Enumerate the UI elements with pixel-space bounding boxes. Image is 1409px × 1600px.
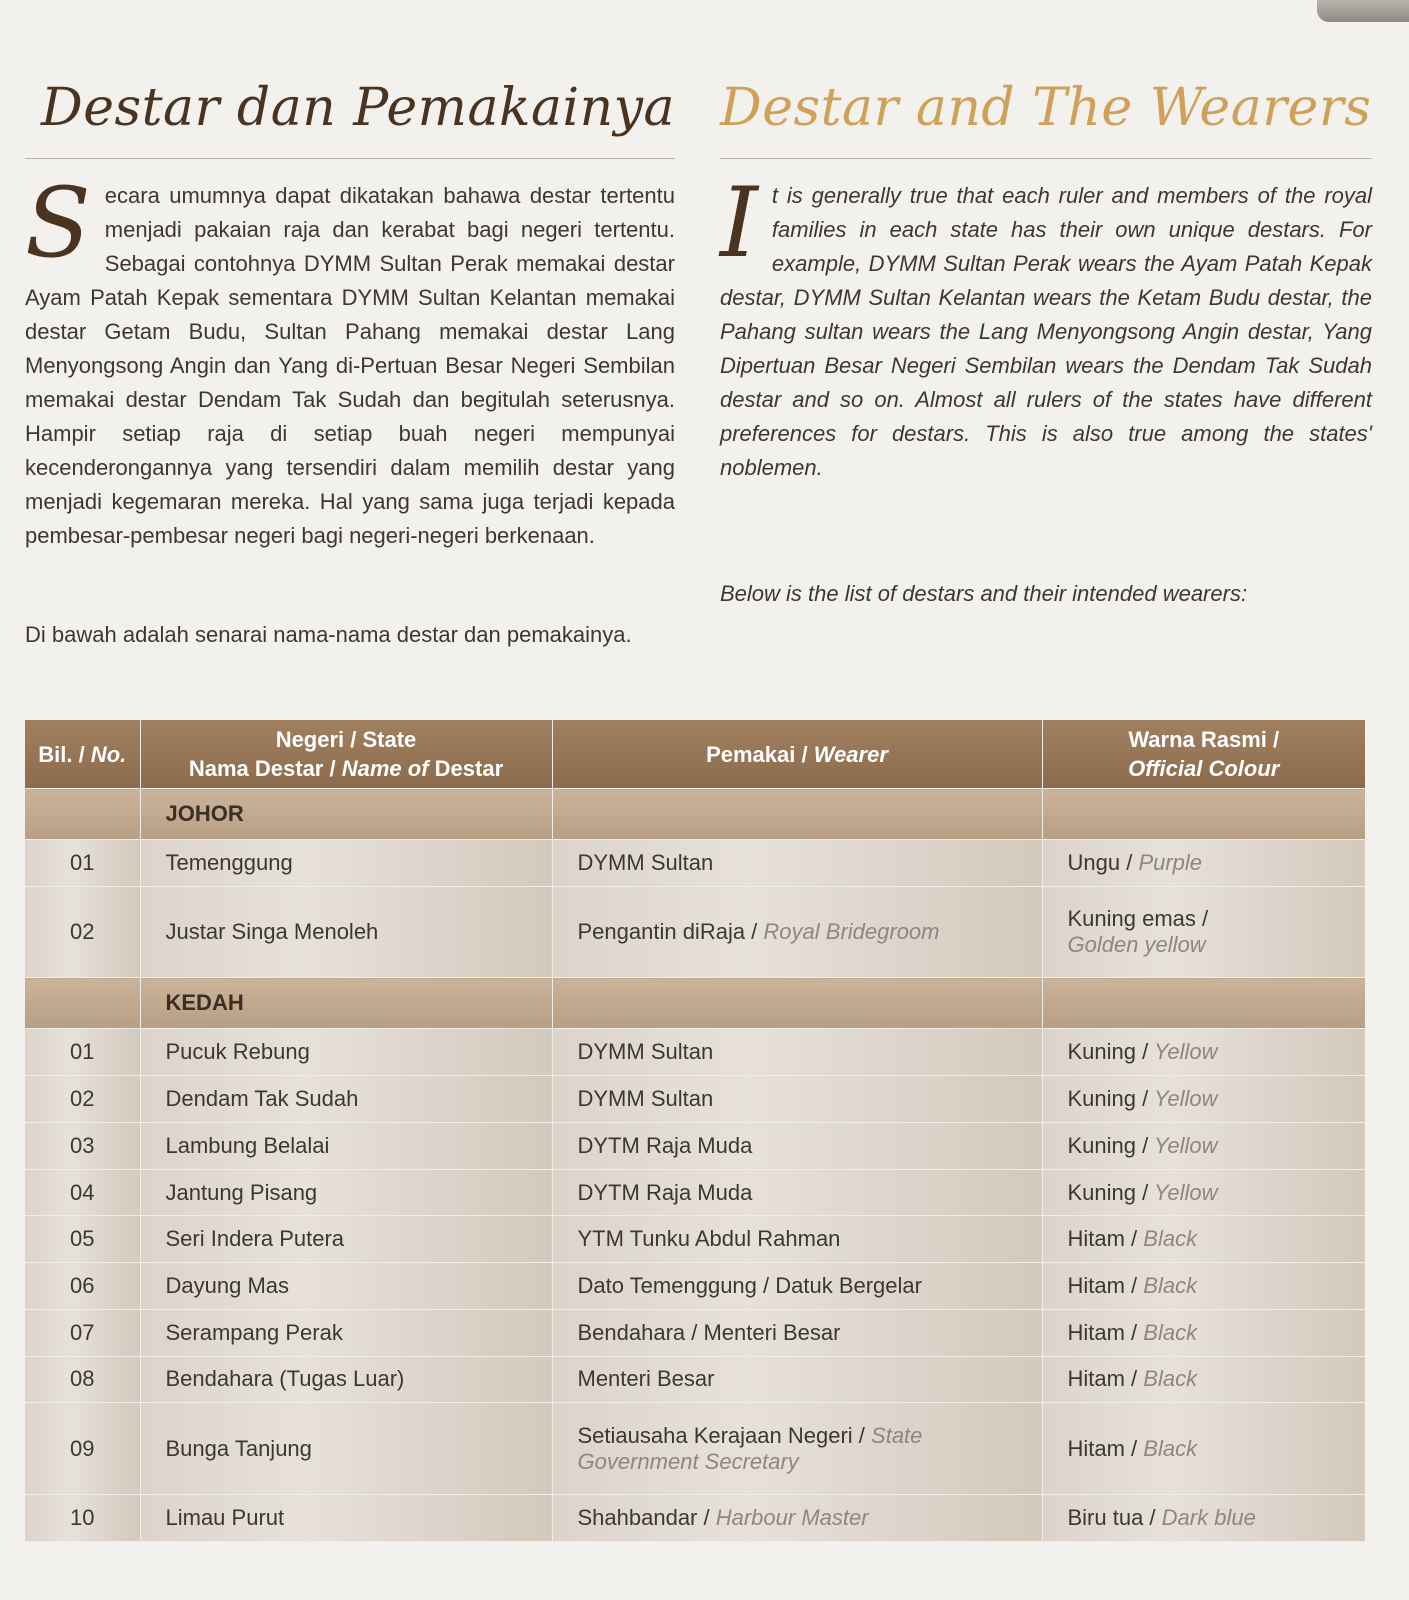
table-row: 03 Lambung Belalai DYTM Raja Muda Kuning / Yellow — [25, 1122, 1365, 1169]
intro-text-malay: ecara umumnya dapat dikatakan bahawa destar tertentu menjadi pakaian raja dan kerabat bagi negeri tertentu. Sebagai contohnya DYMM Sultan Perak memakai destar Ayam Patah Kepak sementara DYMM Sultan Kelantan memakai destar Getam Budu, Sultan Pahang memakai destar Lang Menyongsong Angin dan Yang di-Pertuan Besar Negeri Sembilan memakai destar Dendam Tak Sudah dan begitulah seterusnya. Hampir setiap raja di setiap buah negeri mempunyai kecenderongannya yang tersendiri dalam memilih destar yang menjadi kegemaran mereka. Hal yang sama juga terjadi kepada pembesar-pembesar negeri bagi negeri-negeri berkenaan. — [25, 183, 675, 548]
state-row-kedah — [25, 978, 1365, 1029]
table-row: 09 Bunga Tanjung Setiausaha Kerajaan Negeri / State Government Secretary Hitam / Black — [25, 1403, 1365, 1495]
title-english: Destar and The Wearers — [720, 78, 1372, 138]
table-row: 02 Justar Singa Menoleh Pengantin diRaja / Royal Bridegroom Kuning emas / Golden yellow — [25, 886, 1365, 978]
table-header-row — [25, 720, 1365, 789]
intro-paragraph-english — [720, 167, 1372, 485]
header-wearer: Pemakai / Wearer — [552, 720, 1042, 789]
dropcap-i: I — [720, 167, 758, 279]
state-row-johor — [25, 789, 1365, 840]
table-row: 01 Temenggung DYMM Sultan Ungu / Purple — [25, 840, 1365, 887]
table-row: 04 Jantung Pisang DYTM Raja Muda Kuning / Yellow — [25, 1169, 1365, 1216]
header-no: Bil. / No. — [25, 720, 140, 789]
table-row: 07 Serampang Perak Bendahara / Menteri Besar Hitam / Black — [25, 1309, 1365, 1356]
corner-decoration — [1317, 0, 1409, 22]
table-row: 06 Dayung Mas Dato Temenggung / Datuk Bergelar Hitam / Black — [25, 1263, 1365, 1310]
table-row: 02 Dendam Tak Sudah DYMM Sultan Kuning / Yellow — [25, 1076, 1365, 1123]
title-divider-left — [25, 158, 675, 159]
table-row: 08 Bendahara (Tugas Luar) Menteri Besar Hitam / Black — [25, 1356, 1365, 1403]
table-row: 05 Seri Indera Putera YTM Tunku Abdul Rahman Hitam / Black — [25, 1216, 1365, 1263]
title-divider-right — [720, 158, 1372, 159]
destar-table — [25, 720, 1365, 1542]
header-state-name: Negeri / State Nama Destar / Name of Destar — [140, 720, 552, 789]
dropcap-s: S — [25, 167, 91, 279]
title-malay: Destar dan Pemakainya — [41, 78, 675, 138]
table-row: 01 Pucuk Rebung DYMM Sultan Kuning / Yellow — [25, 1029, 1365, 1076]
list-intro-malay: Di bawah adalah senarai nama-nama destar dan pemakainya. — [25, 622, 632, 647]
table-row: 10 Limau Purut Shahbandar / Harbour Master Biru tua / Dark blue — [25, 1495, 1365, 1542]
intro-text-english: t is generally true that each ruler and members of the royal families in each state has their own unique destars. For example, DYMM Sultan Perak wears the Ayam Patah Kepak destar, DYMM Sultan Kelantan wears the Ketam Budu destar, the Pahang sultan wears the Lang Menyongsong Angin destar, Yang Dipertuan Besar Negeri Sembilan wears the Dendam Tak Sudah destar and so on. Almost all rulers of the states have different preferences for destars. This is also true among the states' noblemen. — [720, 183, 1372, 480]
intro-paragraph-malay — [25, 167, 675, 553]
state-name: JOHOR — [140, 789, 552, 840]
state-name: KEDAH — [140, 978, 552, 1029]
list-intro-english: Below is the list of destars and their intended wearers: — [720, 581, 1248, 606]
header-colour: Warna Rasmi / Official Colour — [1042, 720, 1365, 789]
